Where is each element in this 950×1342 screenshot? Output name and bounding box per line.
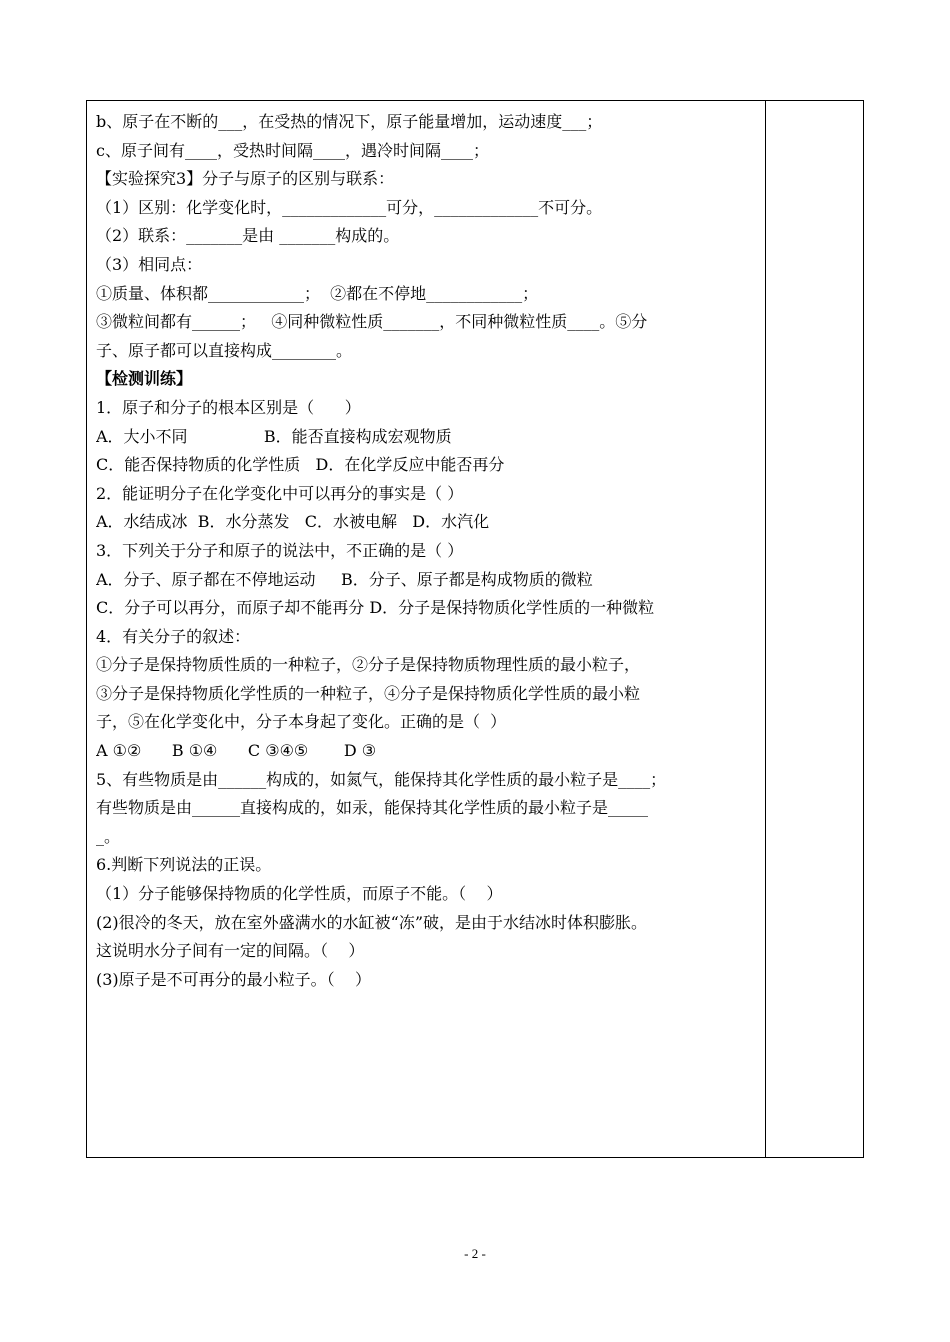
worksheet-content	[96, 108, 762, 994]
question-4-statements-1: ①分子是保持物质性质的一种粒子，②分子是保持物质物理性质的最小粒子，	[96, 655, 641, 675]
page-number: - 2 -	[464, 1246, 486, 1261]
text-line-similarities: （3）相同点：	[96, 254, 203, 274]
question-3-options-ab: A．分子、原子都在不停地运动 B．分子、原子都是构成物质的微粒	[96, 569, 593, 589]
question-2: 2．能证明分子在化学变化中可以再分的事实是（ ）	[96, 483, 464, 503]
question-1: 1．原子和分子的根本区别是（ ）	[96, 397, 361, 417]
question-3-options-cd: C．分子可以再分，而原子却不能再分 D．分子是保持物质化学性质的一种微粒	[96, 598, 655, 618]
text-line-difference: （1）区别：化学变化时，_____________可分，_____________不可分。	[96, 197, 603, 217]
question-5-line-3: _。	[96, 826, 121, 846]
table-column-divider	[765, 100, 766, 1158]
text-line-atom-spacing: c、原子间有____，受热时间隔____，遇冷时间隔____；	[96, 140, 489, 160]
question-5-line-1: 5、有些物质是由______构成的，如氮气，能保持其化学性质的最小粒子是____；	[96, 769, 667, 789]
question-4-statements-2: ③分子是保持物质化学性质的一种粒子，④分子是保持物质化学性质的最小粒	[96, 683, 641, 703]
question-6-item-1: （1）分子能够保持物质的化学性质，而原子不能。（ ）	[96, 884, 503, 904]
question-4-statements-3: 子，⑤在化学变化中，分子本身起了变化。正确的是（ ）	[96, 712, 507, 732]
question-6-item-3: (3)原子是不可再分的最小粒子。（ ）	[96, 969, 372, 989]
text-line-similarity-3-5: ③微粒间都有______； ④同种微粒性质_______，不同种微粒性质____。⑤分	[96, 312, 648, 332]
question-4-options: A ①② B ①④ C ③④⑤ D ③	[96, 741, 377, 761]
question-6: 6.判断下列说法的正误。	[96, 855, 272, 875]
text-line-similarity-5-cont: 子、原子都可以直接构成________。	[96, 340, 353, 360]
section-heading-exercises: 【检测训练】	[96, 369, 193, 389]
question-5-line-2: 有些物质是由______直接构成的，如汞，能保持其化学性质的最小粒子是_____	[96, 798, 649, 818]
question-6-item-2-cont: 这说明水分子间有一定的间隔。（ ）	[96, 941, 365, 961]
question-4: 4．有关分子的叙述：	[96, 626, 251, 646]
question-1-options-cd: C．能否保持物质的化学性质 D．在化学反应中能否再分	[96, 455, 505, 475]
text-line-connection: （2）联系：_______是由 _______构成的。	[96, 226, 400, 246]
question-6-item-2: (2)很冷的冬天，放在室外盛满水的水缸被“冻”破，是由于水结冰时体积膨胀。	[96, 912, 648, 932]
text-line-similarity-1-2: ①质量、体积都____________； ②都在不停地____________；	[96, 283, 539, 303]
text-line-atom-motion: b、原子在不断的___，在受热的情况下，原子能量增加，运动速度___；	[96, 112, 603, 131]
question-3: 3．下列关于分子和原子的说法中，不正确的是（ ）	[96, 540, 464, 560]
question-2-options: A．水结成冰 B．水分蒸发 C．水被电解 D．水汽化	[96, 512, 490, 532]
section-heading-experiment-3: 【实验探究3】分子与原子的区别与联系：	[96, 169, 395, 189]
question-1-options-ab: A．大小不同 B．能否直接构成宏观物质	[96, 426, 452, 446]
